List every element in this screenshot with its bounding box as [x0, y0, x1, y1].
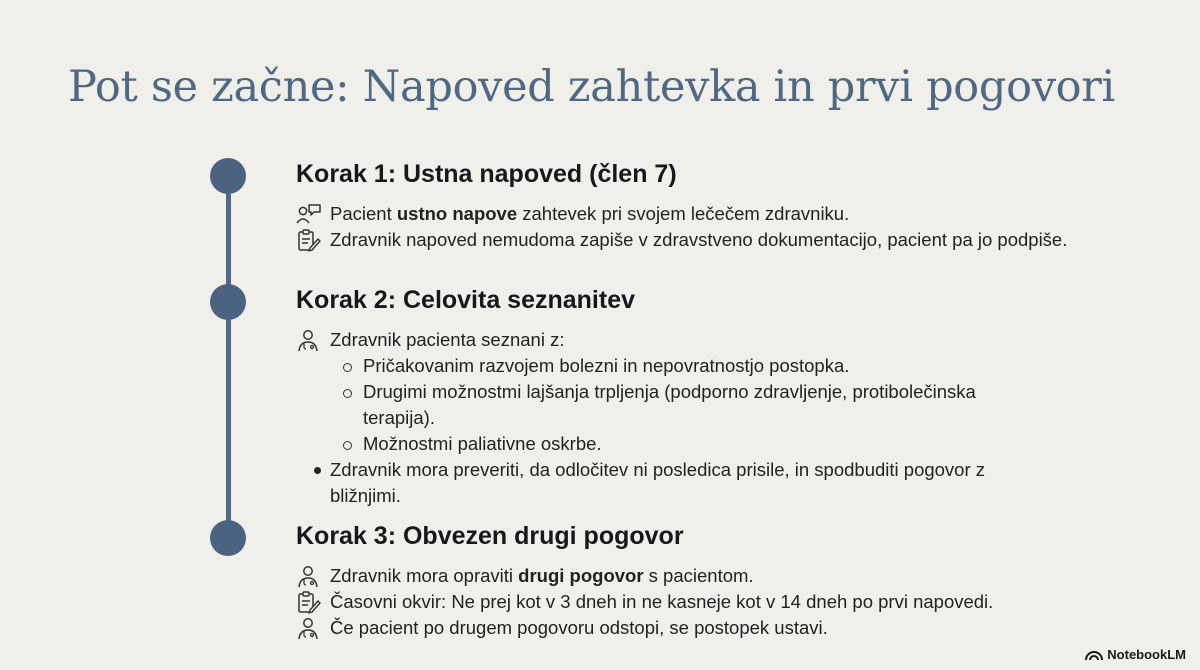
- doctor-icon: [296, 616, 322, 640]
- step-2-subitem-1: [296, 353, 1060, 379]
- step-1: [296, 160, 1067, 253]
- bullet-text: Zdravnik mora preveriti, da odločitev ni posledica prisile, in spodbuditi pogovor z bližnjimi.: [330, 459, 986, 506]
- step-1-item-1: [296, 201, 1067, 227]
- timeline-node-3: [210, 520, 246, 556]
- timeline-line: [226, 176, 231, 538]
- step-2-intro: [296, 327, 1060, 353]
- subitem-text: Drugimi možnostmi lajšanja trpljenja (podporno zdravljenje, protibolečinska terapija).: [363, 381, 976, 428]
- clipboard-pen-icon: [296, 228, 322, 252]
- item-text: s pacientom.: [643, 565, 754, 586]
- item-bold: ustno napove: [396, 203, 518, 224]
- slide-title: Pot se začne: Napoved zahtevka in prvi pogovori: [68, 62, 1115, 112]
- step-2-subitem-3: [296, 431, 1060, 457]
- item-text: Zdravnik mora opraviti: [330, 565, 519, 586]
- step-2-bullet: [296, 457, 1060, 509]
- step-3-item-3: [296, 615, 993, 641]
- logo-text: NotebookLM: [1107, 647, 1186, 662]
- doctor-icon: [296, 328, 322, 352]
- step-3-heading: Korak 3: Obvezen drugi pogovor: [296, 522, 684, 550]
- subitem-text: Pričakovanim razvojem bolezni in nepovratnostjo postopka.: [363, 355, 850, 376]
- step-3: [296, 522, 993, 641]
- step-2-heading: Korak 2: Celovita seznanitev: [296, 286, 636, 314]
- timeline-node-2: [210, 284, 246, 320]
- item-text: Pacient: [330, 203, 397, 224]
- step-2: [296, 286, 1060, 509]
- notebooklm-icon: [1085, 649, 1103, 661]
- step-1-heading: Korak 1: Ustna napoved (člen 7): [296, 160, 677, 188]
- subitem-text: Možnostmi paliativne oskrbe.: [363, 433, 602, 454]
- notebooklm-logo: [1085, 647, 1186, 662]
- step-3-item-1: [296, 563, 993, 589]
- item-text: zahtevek pri svojem lečečem zdravniku.: [517, 203, 850, 224]
- item-text: Zdravnik pacienta seznani z:: [330, 329, 565, 350]
- doctor-icon: [296, 564, 322, 588]
- step-1-item-2: [296, 227, 1067, 253]
- timeline-node-1: [210, 158, 246, 194]
- item-text: Zdravnik napoved nemudoma zapiše v zdravstveno dokumentacijo, pacient pa jo podpiše.: [330, 229, 1068, 250]
- item-bold: drugi pogovor: [518, 565, 644, 586]
- clipboard-pen-icon: [296, 590, 322, 614]
- person-speech-icon: [296, 202, 322, 226]
- step-3-item-2: [296, 589, 993, 615]
- step-2-subitem-2: [296, 379, 1060, 431]
- item-text: Časovni okvir: Ne prej kot v 3 dneh in ne kasneje kot v 14 dneh po prvi napovedi.: [330, 591, 994, 612]
- item-text: Če pacient po drugem pogovoru odstopi, se postopek ustavi.: [330, 617, 828, 638]
